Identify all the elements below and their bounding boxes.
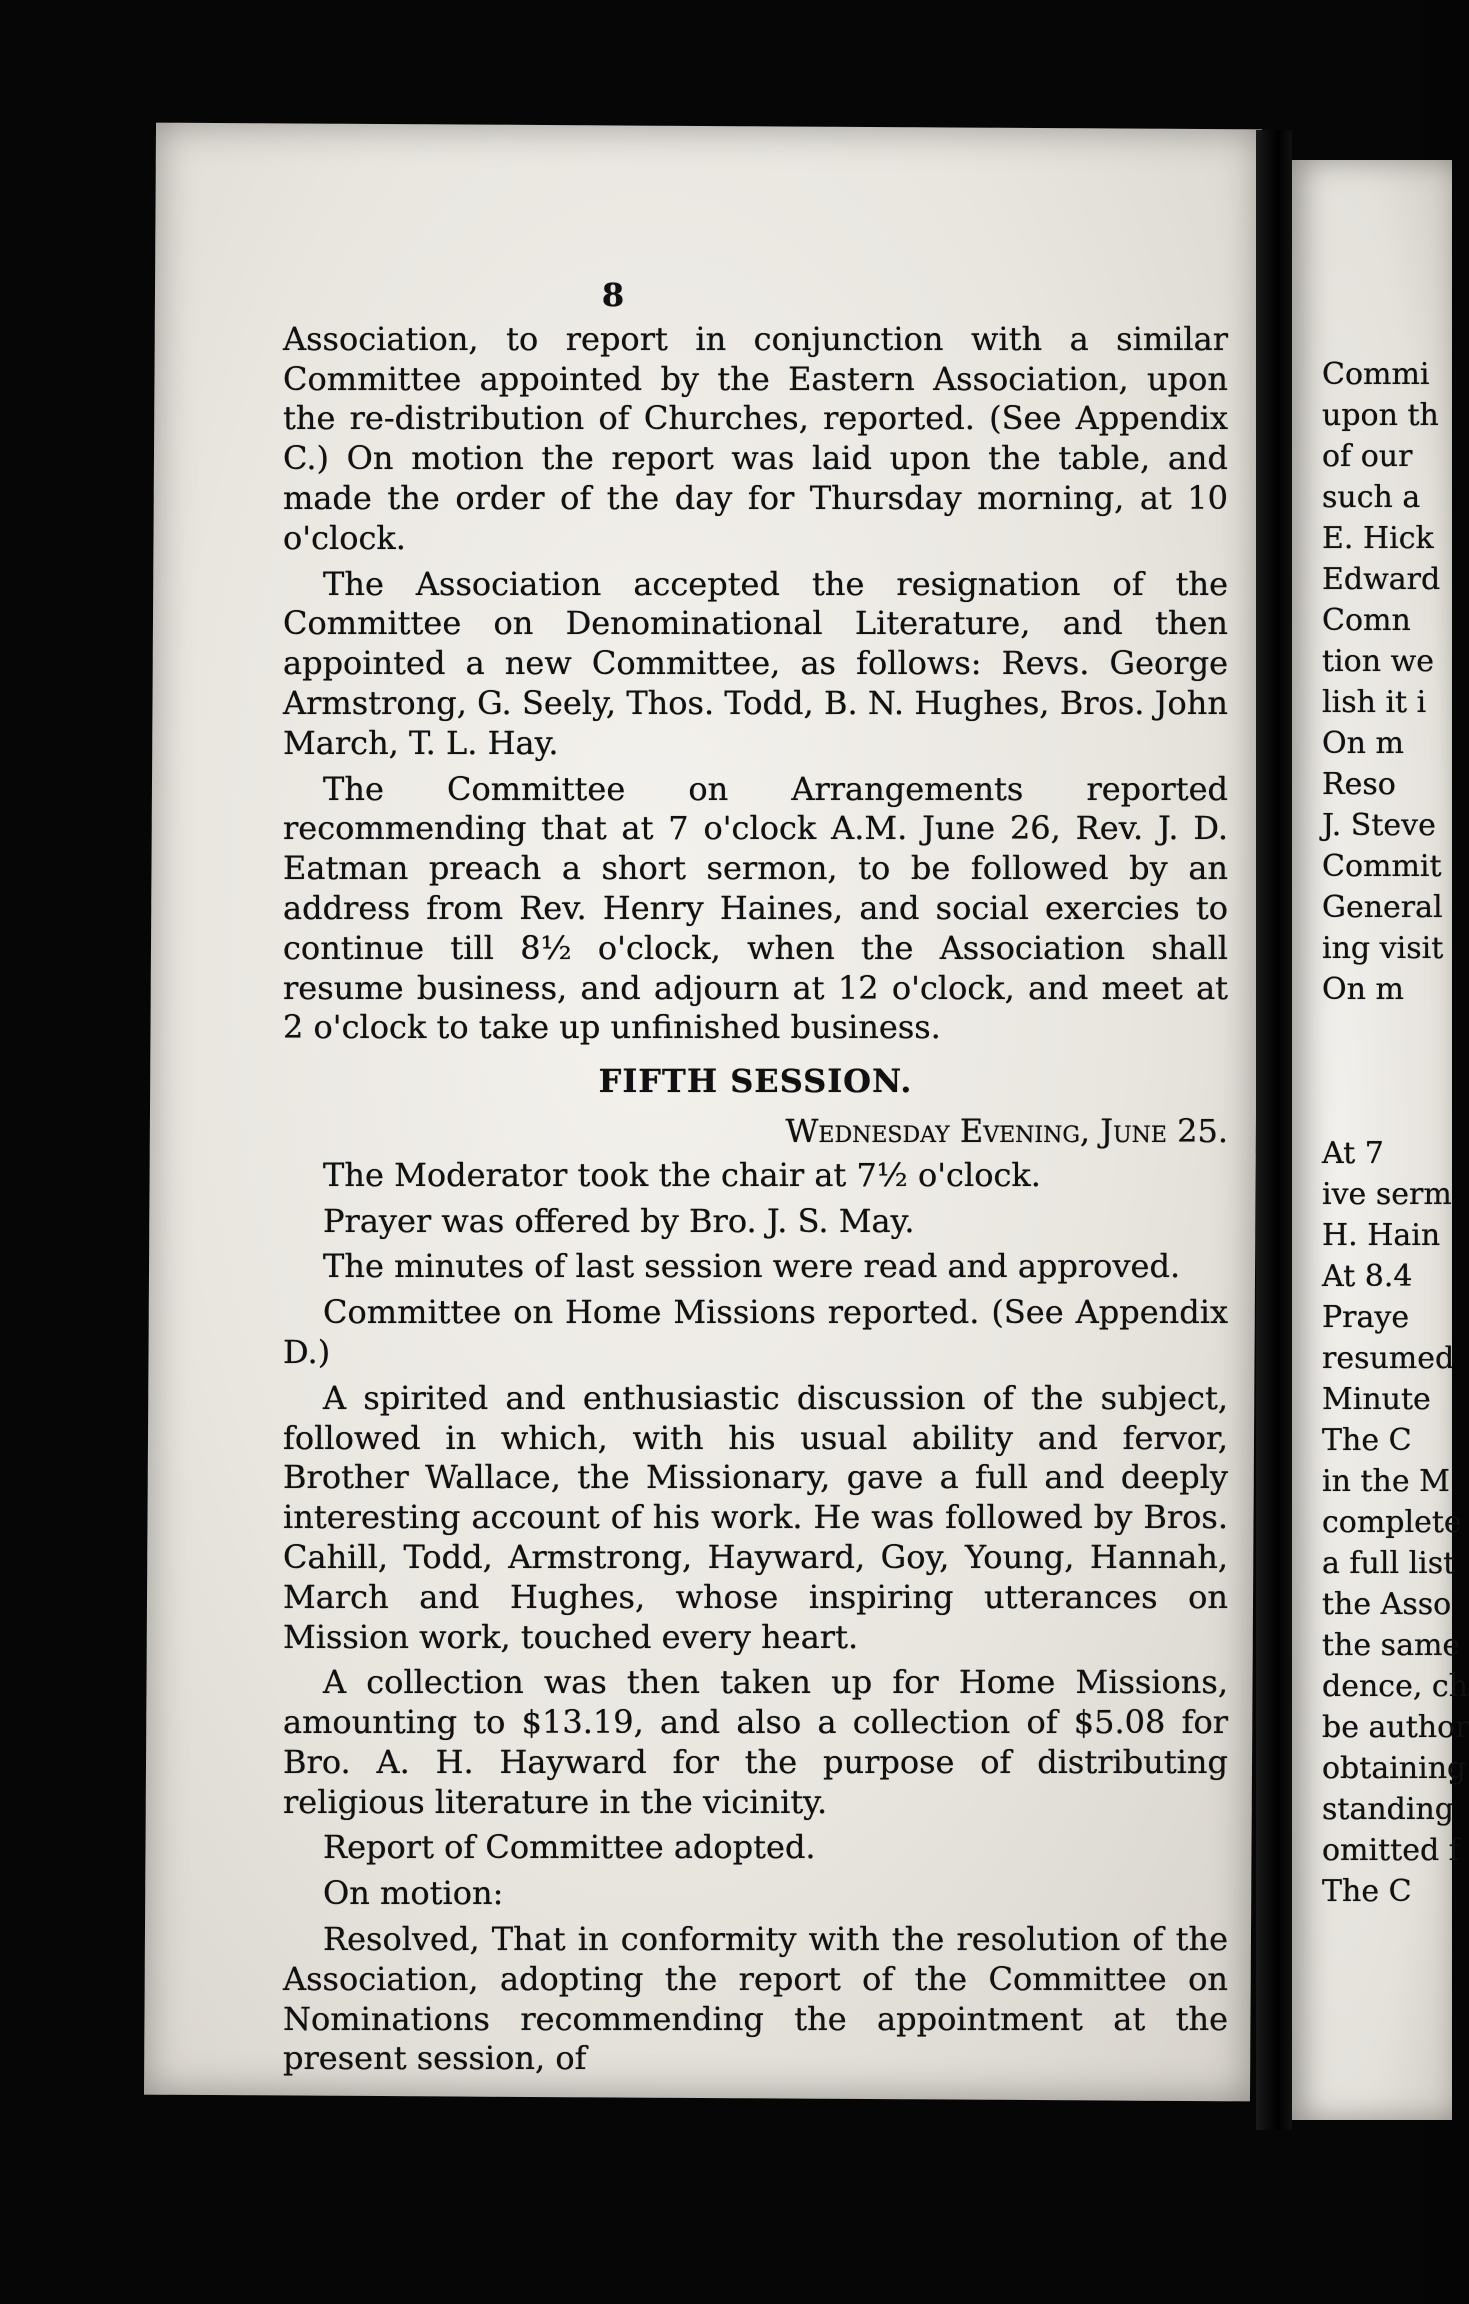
right-page-line	[1322, 1051, 1462, 1092]
right-page-line: obtaining	[1322, 1751, 1467, 1786]
paragraph: The Committee on Arrangements reported recommending that at 7 o'clock A.M. June 26, Rev. J. D. Eatman preach a short sermon, to be followed by an address from Rev. Henry Haines, and social exercies to continue till 8½ o'clock, when the Association shall resume business, and adjourn at 12 o'clock, and meet at 2 o'clock to take up unfinished business.	[283, 769, 1228, 1047]
right-page-line: tion we	[1322, 644, 1435, 679]
right-page-line: Edward	[1322, 562, 1441, 597]
session-dateline: Wednesday Evening, June 25.	[785, 1111, 1228, 1150]
paragraph: Association, to report in conjunction with a similar Committee appointed by the Eastern Association, upon the re-distribution of Churches, reported. (See Appendix C.) On motion the report was laid upon the table, and made the order of the day for Thursday morning, at 10 o'clock.	[283, 319, 1228, 557]
right-page-line: J. Steve	[1322, 808, 1436, 843]
book-gutter	[1256, 130, 1292, 2130]
right-page-line	[1322, 1092, 1462, 1133]
paragraph: A spirited and enthusiastic discussion of the subject, followed in which, with his usual ability and fervor, Brother Wallace, the Missionary, gave a full and deeply interesting account of his work. He was followed by Bros. Cahill, Todd, Armstrong, Hayward, Goy, Young, Hannah, March and Hughes, whose inspiring utterances on Mission work, touched every heart.	[283, 1378, 1228, 1656]
paragraph: Prayer was offered by Bro. J. S. May.	[323, 1201, 915, 1240]
section-heading: FIFTH SESSION.	[598, 1062, 913, 1101]
right-page-line: complete	[1322, 1505, 1462, 1540]
paragraph: A collection was then taken up for Home Missions, amounting to $13.19, and also a collection of $5.08 for Bro. A. H. Hayward for the purpose of distributing religious literature in the vicinity.	[283, 1663, 1228, 1821]
right-page-line: the same	[1322, 1628, 1461, 1663]
paragraph: The Moderator took the chair at 7½ o'clock.	[323, 1155, 1041, 1194]
right-page-line: Minute	[1322, 1382, 1431, 1417]
right-page-line: resumed	[1322, 1341, 1455, 1376]
right-page-line: Comn	[1322, 603, 1411, 638]
right-page-line: dence, ch	[1322, 1669, 1469, 1704]
right-page-line: General	[1322, 890, 1443, 925]
right-page-line: The C	[1322, 1423, 1412, 1458]
right-page-line: the Asso	[1322, 1587, 1452, 1622]
paragraph: The Association accepted the resignation of the Committee on Denominational Literature, and then appointed a new Committee, as follows: Revs. George Armstrong, G. Seely, Thos. Todd, B. N. Hughes, Bros. John March, T. L. Hay.	[283, 564, 1228, 762]
paragraph: Committee on Home Missions reported. (See Appendix D.)	[283, 1293, 1228, 1371]
left-page-text	[283, 276, 1228, 2085]
right-page-line: At 8.4	[1322, 1259, 1413, 1294]
right-page-line: Reso	[1322, 767, 1396, 802]
right-page-line: Commi	[1322, 357, 1430, 392]
right-page-line: lish it i	[1322, 685, 1427, 720]
right-page-line: ive serm	[1322, 1177, 1452, 1212]
right-page-line: be author	[1322, 1710, 1469, 1745]
right-page-line: Praye	[1322, 1300, 1410, 1335]
right-page-line: a full list	[1322, 1546, 1456, 1581]
right-page-line: upon th	[1322, 398, 1439, 433]
right-page-line: Commit	[1322, 849, 1442, 884]
right-page-line: such a	[1322, 480, 1421, 515]
paragraph: Report of Committee adopted.	[323, 1828, 816, 1867]
page-number: 8	[601, 276, 625, 314]
right-page-line: E. Hick	[1322, 521, 1434, 556]
right-page-line: standing	[1322, 1792, 1454, 1827]
right-page-line: ing visit	[1322, 931, 1444, 966]
right-page-line: On m	[1322, 726, 1404, 761]
paragraph: Resolved, That in conformity with the resolution of the Association, adopting the report of the Committee on Nominations recommending the appointment at the present session, of	[283, 1920, 1228, 2078]
right-page-line: of our	[1322, 439, 1413, 474]
right-page-text	[1322, 354, 1469, 1912]
paragraph: The minutes of last session were read and approved.	[323, 1247, 1181, 1286]
right-page-line: H. Hain	[1322, 1218, 1441, 1253]
right-page-line: omitted f	[1322, 1833, 1460, 1868]
right-page-line: On m	[1322, 972, 1404, 1007]
right-page-line	[1322, 1010, 1462, 1051]
right-page-line: At 7	[1322, 1136, 1384, 1171]
right-page-line: The C	[1322, 1874, 1412, 1909]
right-page-line: in the M	[1322, 1464, 1450, 1499]
paragraph: On motion:	[323, 1874, 504, 1913]
